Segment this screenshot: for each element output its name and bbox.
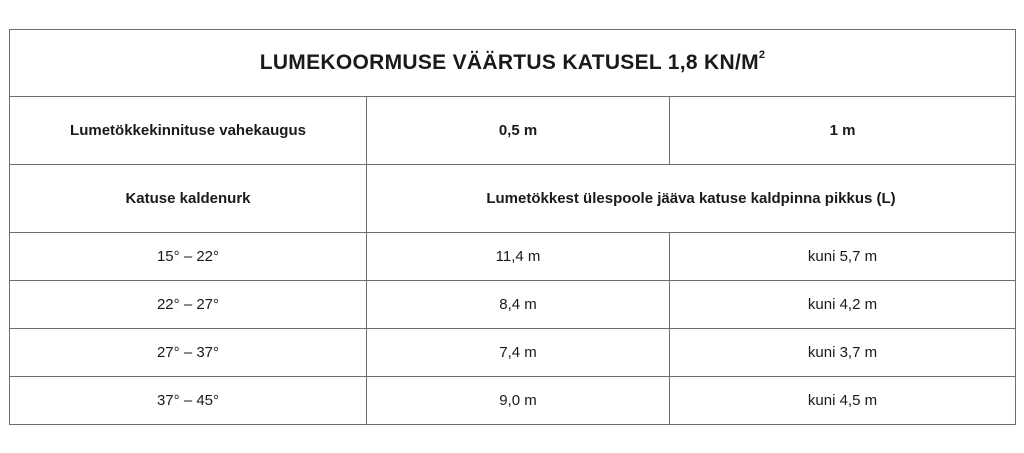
length-cell-a: 9,0 m bbox=[367, 377, 670, 425]
table-row bbox=[10, 281, 1016, 329]
length-cell-b: kuni 4,5 m bbox=[670, 377, 1016, 425]
spacing-row bbox=[10, 97, 1016, 165]
length-cell-b: kuni 3,7 m bbox=[670, 329, 1016, 377]
length-cell-b: kuni 4,2 m bbox=[670, 281, 1016, 329]
length-cell-a: 8,4 m bbox=[367, 281, 670, 329]
snow-load-table bbox=[9, 29, 1016, 425]
title-row bbox=[10, 30, 1016, 97]
angle-cell: 22° – 27° bbox=[10, 281, 367, 329]
table-title-superscript: 2 bbox=[758, 49, 766, 61]
length-cell-b: kuni 5,7 m bbox=[670, 233, 1016, 281]
length-cell-a: 7,4 m bbox=[367, 329, 670, 377]
table-row bbox=[10, 233, 1016, 281]
table-row bbox=[10, 329, 1016, 377]
spacing-value-b: 1 m bbox=[670, 97, 1016, 165]
angle-cell: 15° – 22° bbox=[10, 233, 367, 281]
spacing-value-a: 0,5 m bbox=[367, 97, 670, 165]
table-row bbox=[10, 377, 1016, 425]
length-cell-a: 11,4 m bbox=[367, 233, 670, 281]
header-row bbox=[10, 165, 1016, 233]
angle-header: Katuse kaldenurk bbox=[10, 165, 367, 233]
length-header: Lumetökkest ülespoole jääva katuse kaldpinna pikkus (L) bbox=[367, 165, 1016, 233]
spacing-label: Lumetökkekinnituse vahekaugus bbox=[10, 97, 367, 165]
angle-cell: 37° – 45° bbox=[10, 377, 367, 425]
angle-cell: 27° – 37° bbox=[10, 329, 367, 377]
table-title bbox=[10, 30, 1016, 97]
table-title-text: LUMEKOORMUSE VÄÄRTUS KATUSEL 1,8 KN/M bbox=[259, 51, 759, 74]
